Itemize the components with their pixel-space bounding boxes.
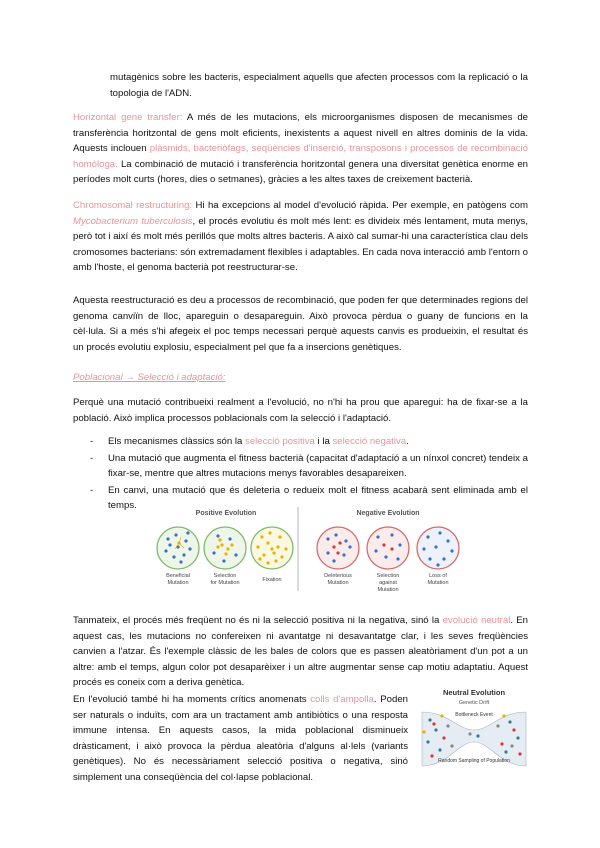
neutral-evolution-figure: [418, 686, 530, 776]
species-name: Mycobacterium tuberculosis: [73, 215, 193, 227]
recombination-paragraph: Aquesta reestructuració es deu a processos de recombinació, que poden fer que determinades regions del genoma canviïn de lloc, apareguin o desapareguin. Això provoca pèrdua o guany de funcions en la cèl·lula. Si a més s'hi afegeix el poc temps necessari perquè aquests canvis es produeixin, el resultat és un procés evolutiu explosiu, especialment pel que fa a insercions genètiques.: [73, 295, 528, 353]
bullet-3: - En canvi, una mutació que és deleteria o redueix molt el fitness acabarà sent eliminada amb el temps.: [88, 483, 528, 514]
negative-title: Negative Evolution: [356, 510, 420, 517]
positive-circles: [157, 527, 293, 569]
section-heading[interactable]: Poblacional → Selecció i adaptació:: [73, 372, 226, 383]
hgt-term: Horizontal gene transfer:: [73, 112, 183, 123]
intro-continuation: mutagènics sobre les bacteris, especialment aquells que afecten processos com la replicació o la topologia de l'ADN.: [110, 72, 528, 99]
neutral-term: evolució neutral: [442, 615, 511, 626]
svg-text:Selection: Selection: [213, 573, 237, 579]
positive-selection-term: selecció positiva: [245, 436, 315, 447]
sampling-label: Random Sampling of Population: [438, 758, 510, 764]
svg-text:Selection: Selection: [376, 573, 400, 579]
svg-text:Mutation: Mutation: [167, 580, 189, 586]
chromo-text-a: Hi ha excepcions al model d'evolució ràpida. Per exemple, en patògens com: [192, 200, 528, 211]
svg-text:Fixation: Fixation: [262, 577, 282, 583]
neutral-title: Neutral Evolution: [442, 688, 506, 697]
bottleneck-paragraph: En l'evolució també hi ha moments crítics anomenats colls d'ampolla. Poden ser naturals o induïts, com ara un tractament amb antibiòtics o una resposta immune intensa. En aquests casos, la mida poblacional disminueix dràsticament, i això provoca la pèrdua aleatòria d'alguns al·lels (variants genètiques). No és necessàriament selecció positiva o negativa, sinó simplement una conseqüència del col·lapse poblacional.: [73, 694, 408, 783]
svg-text:Mutation: Mutation: [427, 580, 449, 586]
hgt-paragraph: [73, 110, 528, 188]
neutral-subtitle: Genetic Drift: [458, 700, 490, 706]
positive-title: Positive Evolution: [195, 510, 257, 517]
svg-text:Loss of: Loss of: [429, 573, 447, 579]
svg-text:Mutation: Mutation: [377, 587, 399, 593]
svg-text:Mutation: Mutation: [327, 580, 349, 586]
neutral-paragraph: Tanmateix, el procés més freqüent no és ni la selecció positiva ni la negativa, sinó la evolució neutral. En aquest cas, les mutacions no confereixen ni avantatge ni desavantatge clar, i les seves freqüències canvien a l'atzar. És l'exemple clàssic de les bales de colors que es passen aleatòriament d'un pot a un altre: amb el temps, algun color pot desaparèixer i un altre augmentar sense cap motiu adaptatiu. Aquest procés es coneix com a deriva genètica.: [73, 615, 528, 688]
svg-text:Beneficial: Beneficial: [166, 573, 190, 579]
hgt-mechanisms: plàsmids, bacteriòfags, seqüències d'inserció, transposons i processos de recombinació homòloga.: [73, 143, 528, 170]
bullet-2: - Una mutació que augmenta el fitness bacterià (capacitat d'adaptació a un nínxol concret) tendeix a fixar-se, mentre que altres mutacions menys favorables desapareixen.: [88, 451, 528, 482]
positive-labels: [166, 573, 282, 586]
selection-figure: [148, 503, 468, 595]
hgt-text-b: La combinació de mutació i transferència horitzontal genera una diversitat genètica enorme en períodes molt curts (hores, dies o setmanes), gràcies a les altes taxes de creixement bacterià.: [73, 158, 528, 185]
chromo-term: Chromosomal restructuring:: [73, 200, 193, 211]
negative-circles: [317, 527, 459, 569]
hgt-text-a: A més de les mutacions, els microorganismes disposen de mecanismes de transferència horitzontal de gens molt eficients, inexistents a aquest nivell en altres dominis de la vida. Aquests inclouen: [73, 112, 528, 154]
bullet-1: - Els mecanismes clàssics són la selecció positiva i la selecció negativa.: [88, 434, 528, 450]
negative-labels: [324, 573, 448, 593]
chromo-paragraph: [73, 198, 528, 276]
negative-selection-term: selecció negativa: [332, 436, 407, 447]
population-paragraph: Perquè una mutació contribueixi realment a l'evolució, no n'hi ha prou que aparegui: ha de fixar-se a la població. Això implica processos poblacionals com la selecció i l'adaptació.: [73, 397, 528, 424]
svg-text:for Mutation: for Mutation: [210, 580, 240, 586]
bottleneck-term: colls d'ampolla: [310, 694, 374, 705]
bottleneck-label: Bottleneck Event: [455, 712, 493, 718]
svg-text:Deleterious: Deleterious: [324, 573, 352, 579]
svg-text:against: against: [379, 580, 397, 586]
chromo-text-b: , el procés evolutiu és molt més lent: es divideix més lentament, muta menys, però tot i així és molt més perillós que molts altres bacteris. A això cal sumar-hi una característica clau dels cromosomes bacterians: són extremadament flexibles i adaptables. En cada nova interacció amb l'entorn o amb l'hoste, el genoma bacterià pot reestructurar-se.: [73, 215, 528, 273]
